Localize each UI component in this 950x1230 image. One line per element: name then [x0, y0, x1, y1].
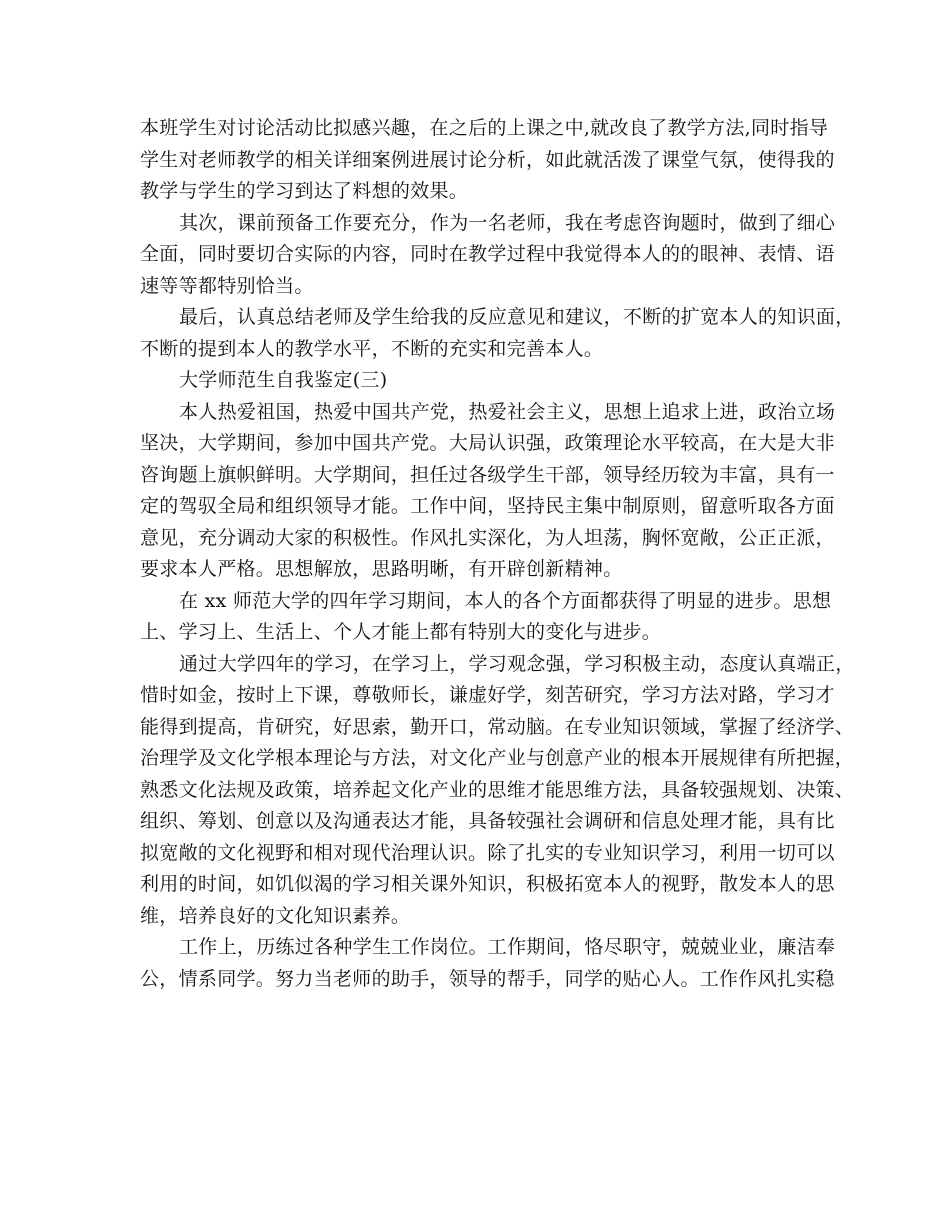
paragraph-start-line: 最后，认真总结老师及学生给我的反应意见和建议，不断的扩宽本人的知识面， [179, 306, 855, 328]
text-line: 坚决，大学期间，参加中国共产党。大局认识强，政策理论水平较高，在大是大非 [140, 432, 835, 454]
text-line: 全面，同时要切合实际的内容，同时在教学过程中我觉得本人的的眼神、表情、语 [140, 243, 835, 265]
text-line: 速等等都特别恰当。 [140, 274, 314, 297]
text-line: 惜时如金，按时上下课，尊敬师长，谦虚好学，刻苦研究，学习方法对路，学习才 [140, 684, 835, 706]
text-line: 熟悉文化法规及政策，培养起文化产业的思维才能思维方法，具备较强规划、决策、 [140, 778, 855, 801]
section-heading: 大学师范生自我鉴定(三) [179, 369, 388, 391]
text-line: 公，情系同学。努力当老师的助手，领导的帮手，同学的贴心人。工作作风扎实稳 [140, 967, 835, 990]
text-line: 本班学生对讨论活动比拟感兴趣，在之后的上课之中,就改良了教学方法,同时指导 [140, 117, 829, 139]
paragraph-start-line: 在 xx 师范大学的四年学习期间，本人的各个方面都获得了明显的进步。思想 [179, 589, 832, 612]
document-body [140, 113, 855, 995]
text-line: 上、学习上、生活上、个人才能上都有特别大的变化与进步。 [140, 621, 662, 643]
text-line: 意见，充分调动大家的积极性。作风扎实深化，为人坦荡，胸怀宽敞，公正正派， [140, 526, 835, 549]
text-line: 定的驾驭全局和组织领导才能。工作中间，坚持民主集中制原则，留意听取各方面 [140, 495, 835, 517]
paragraph-start-line: 工作上，历练过各种学生工作岗位。工作期间，恪尽职守，兢兢业业，廉洁奉 [179, 936, 836, 958]
paragraph-start-line: 其次，课前预备工作要充分，作为一名老师，我在考虑咨询题时，做到了细心 [179, 211, 836, 234]
text-line: 拟宽敞的文化视野和相对现代治理认识。除了扎实的专业知识学习，利用一切可以 [140, 841, 835, 864]
paragraph-start-line: 本人热爱祖国，热爱中国共产党，热爱社会主义，思想上追求上进，政治立场 [179, 400, 836, 423]
text-line: 学生对老师教学的相关详细案例进展讨论分析，如此就活泼了课堂气氛，使得我的 [140, 148, 835, 171]
text-line: 不断的提到本人的教学水平，不断的充实和完善本人。 [140, 337, 604, 360]
text-line: 维，培养良好的文化知识素养。 [140, 904, 411, 927]
text-line: 利用的时间，如饥似渴的学习相关课外知识，积极拓宽本人的视野，散发本人的思 [140, 873, 835, 895]
paragraph-start-line: 通过大学四年的学习，在学习上，学习观念强，学习积极主动，态度认真端正， [179, 652, 855, 675]
text-line: 教学与学生的学习到达了料想的效果。 [140, 180, 469, 202]
text-line: 咨询题上旗帜鲜明。大学期间，担任过各级学生干部，领导经历较为丰富，具有一 [140, 463, 835, 486]
text-line: 组织、筹划、创意以及沟通表达才能，具备较强社会调研和信息处理才能，具有比 [140, 810, 835, 832]
text-line: 治理学及文化学根本理论与方法，对文化产业与创意产业的根本开展规律有所把握， [140, 747, 855, 769]
text-line: 要求本人严格。思想解放，思路明晰，有开辟创新精神。 [140, 558, 623, 580]
text-line: 能得到提高，肯研究，好思索，勤开口，常动脑。在专业知识领域，掌握了经济学、 [140, 715, 855, 738]
